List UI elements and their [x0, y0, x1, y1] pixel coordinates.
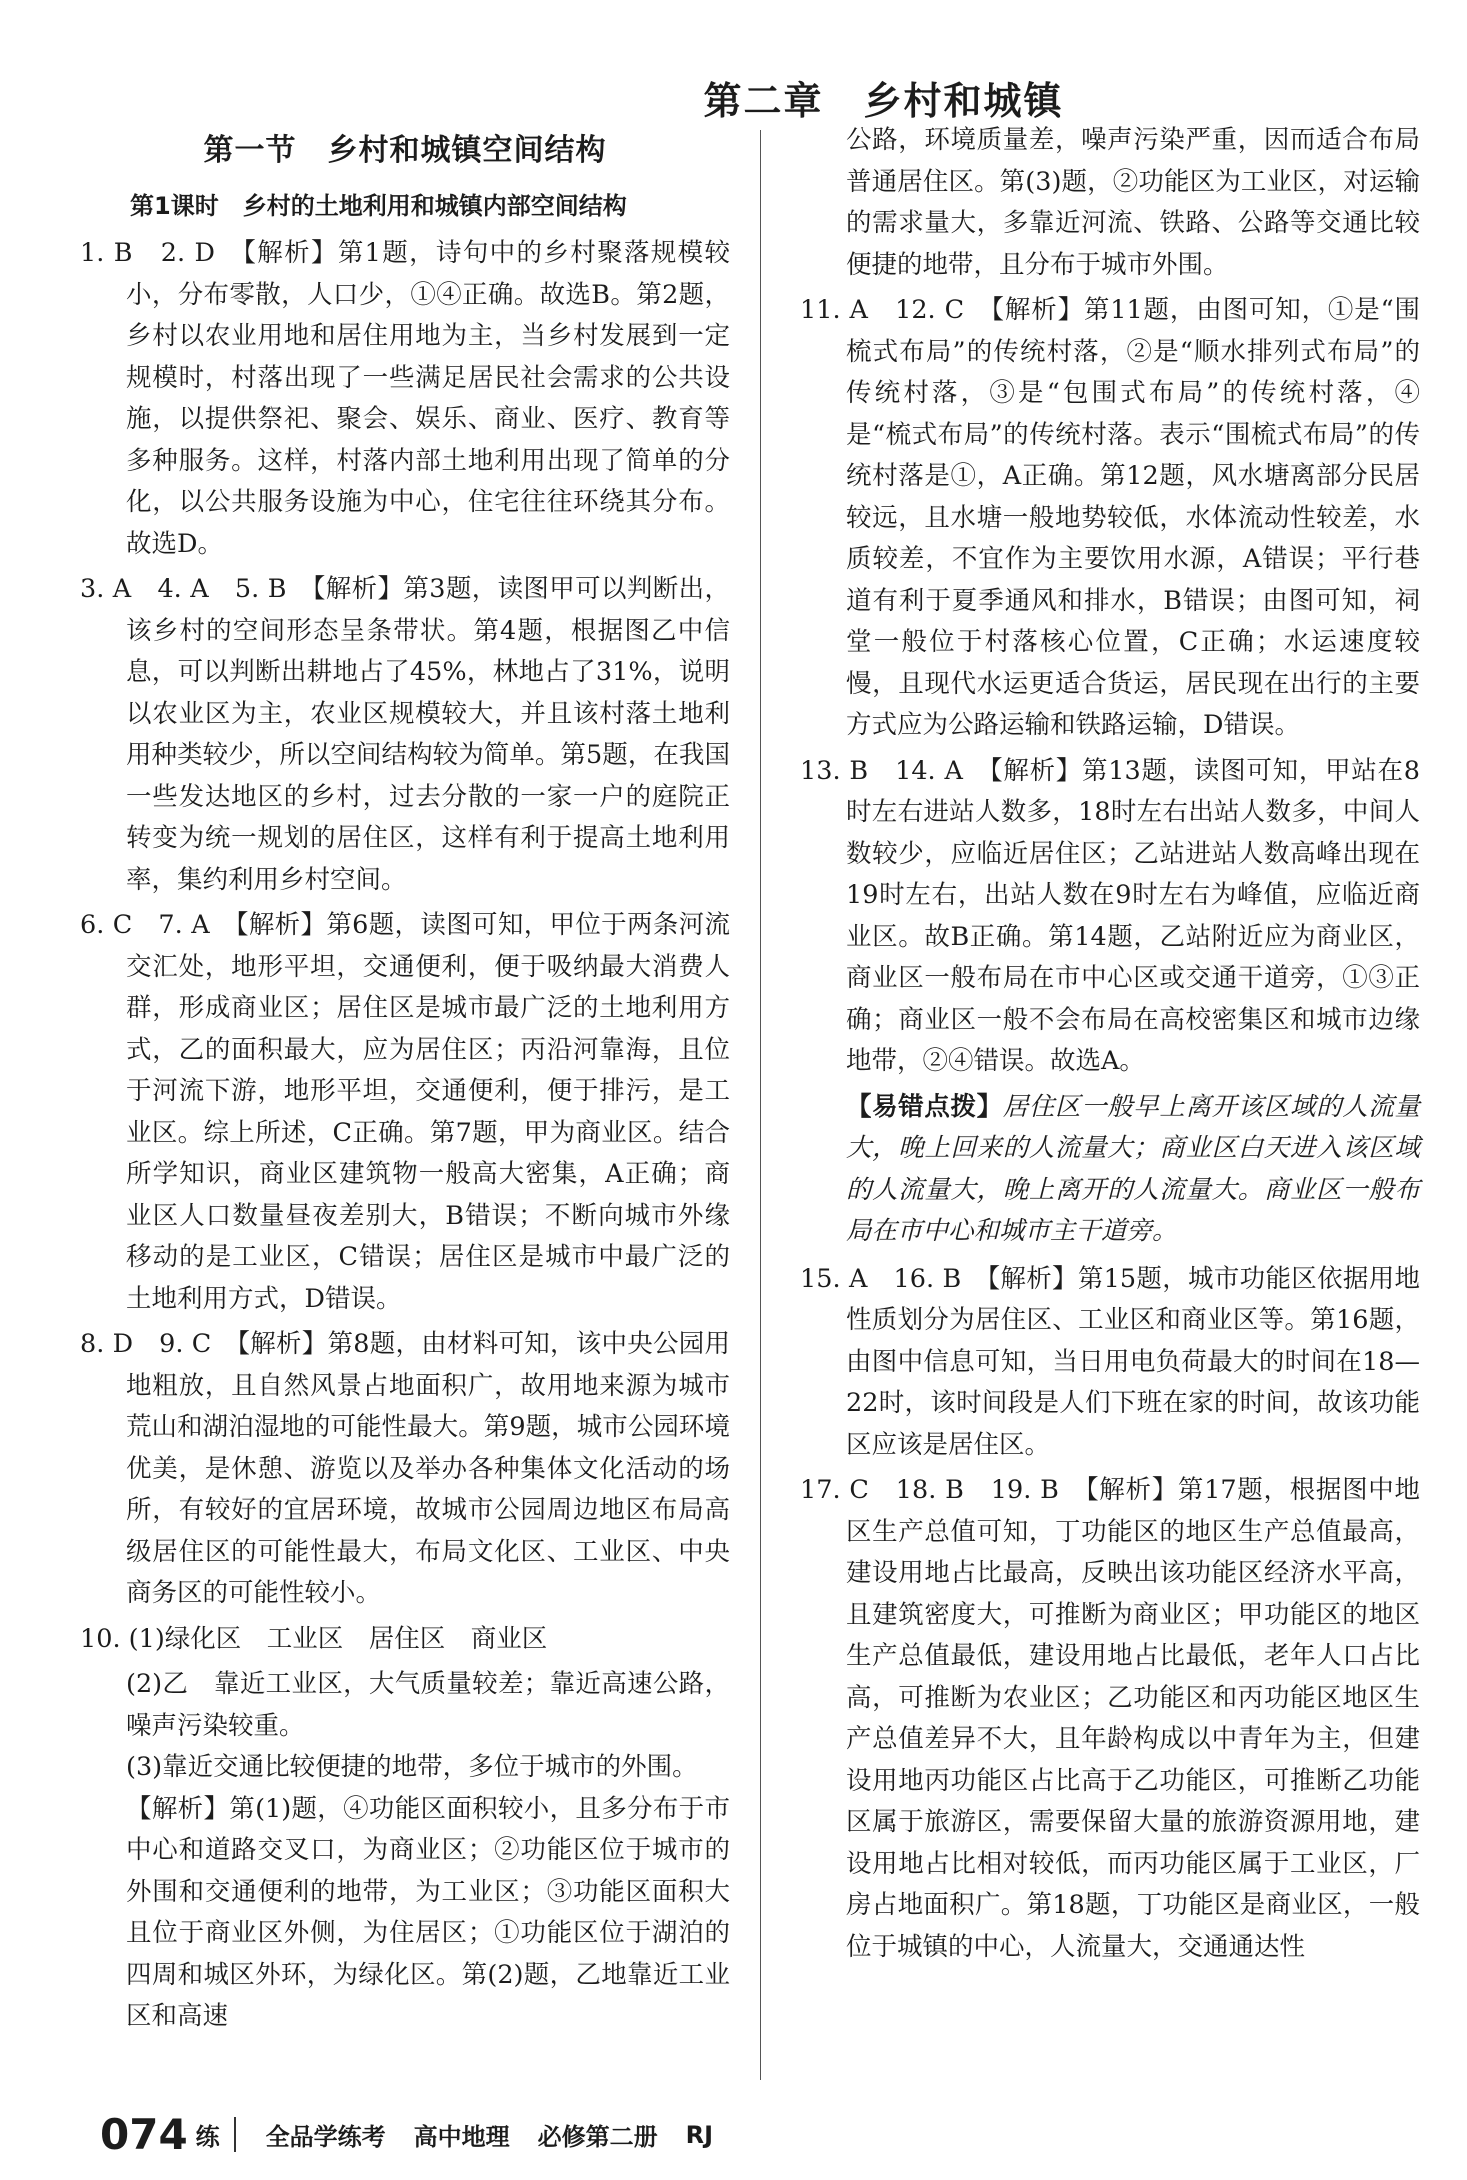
answer-17-19: 17. C 18. B 19. B 【解析】第17题，根据图中地区生产总值可知，丁功能区的地区生产总值最高，建设用地占比最高，反映出该功能区经济水平高，且建筑密度大，可推断为商业区；甲功能区的地区生产总值最低，建设用地占比最低，老年人口占比高，可推断为农业区；乙功能区和丙功能区地区生产总值差异不大，且年龄构成以中青年为主，但建设用地丙功能区占比高于乙功能区，可推断乙功能区属于旅游区，需要保留大量的旅游资源用地，建设用地占比相对较低，而丙功能区属于工业区，厂房占地面积广。第18题，丁功能区是商业区，一般位于城镇的中心，人流量大，交通通达性 — [800, 1475, 1420, 1962]
answer-10-part1: 10. (1)绿化区 工业区 居住区 商业区 — [80, 1623, 548, 1654]
edition-code: RJ — [685, 2120, 714, 2149]
answer-8-9: 8. D 9. C 【解析】第8题，由材料可知，该中央公园用地粗放，且自然风景占地面积广，故用地来源为城市荒山和湖泊湿地的可能性最大。第9题，城市公园环境优美，是休憩、游览以及举办各种集体文化活动的场所，有较好的宜居环境，故城市公园周边地区布局高级居住区的可能性最大，布局文化区、工业区、中央商务区的可能性较小。 — [80, 1329, 730, 1608]
error-tip-label: 【易错点拨】 — [846, 1091, 1003, 1122]
subject-level: 高中地理 — [413, 2123, 510, 2151]
page-number: 074 — [100, 2110, 188, 2159]
answer-10-continued: 公路，环境质量差，噪声污染严重，因而适合布局普通居住区。第(3)题，②功能区为工业区，对运输的需求量大，多靠近河流、铁路、公路等交通比较便捷的地带，且分布于城市外围。 — [846, 125, 1420, 280]
page-footer — [100, 2110, 741, 2159]
answer-15-16: 15. A 16. B 【解析】第15题，城市功能区依据用地性质划分为居住区、工业区和商业区等。第16题，由图中信息可知，当日用电负荷最大的时间在18—22时，该时间段是人们下班在家的时间，故该功能区应该是居住区。 — [800, 1263, 1420, 1460]
answer-10-part2: (2)乙 靠近工业区，大气质量较差；靠近高速公路，噪声污染较重。 — [126, 1669, 730, 1741]
answer-10-analysis: 【解析】第(1)题，④功能区面积较小，且多分布于市中心和道路交叉口，为商业区；②功能区位于城市的外围和交通便利的地带，为工业区；③功能区面积大且位于商业区外侧，为住居区；①功能区位于湖泊的四周和城区外环，为绿化区。第(2)题，乙地靠近工业区和高速 — [126, 1793, 730, 2031]
column-divider — [760, 130, 761, 2080]
answer-1-2: 1. B 2. D 【解析】第1题，诗句中的乡村聚落规模较小，分布零散，人口少，①④正确。故选B。第2题，乡村以农业用地和居住用地为主，当乡村发展到一定规模时，村落出现了一些满足居民社会需求的公共设施，以提供祭祀、聚会、娱乐、商业、医疗、教育等多种服务。这样，村落内部土地利用出现了简单的分化，以公共服务设施为中心，住宅往往环绕其分布。故选D。 — [80, 238, 730, 559]
answer-13-14: 13. B 14. A 【解析】第13题，读图可知，甲站在8时左右进站人数多，18时左右出站人数多，中间人数较少，应临近居住区；乙站进站人数高峰出现在19时左右，出站人数在9时左右为峰值，应临近商业区。故B正确。第14题，乙站附近应为商业区，商业区一般布局在市中心区或交通干道旁，①③正确；商业区一般不会布局在高校密集区和城市边缘地带，②④错误。故选A。 — [800, 755, 1420, 1076]
answer-11-12: 11. A 12. C 【解析】第11题，由图可知，①是“围梳式布局”的传统村落，②是“顺水排列式布局”的传统村落，③是“包围式布局”的传统村落，④是“梳式布局”的传统村落。表示“围梳式布局”的传统村落是①，A正确。第12题，风水塘离部分民居较远，且水塘一般地势较低，水体流动性较差，水质较差，不宜作为主要饮用水源，A错误；平行巷道有利于夏季通风和排水，B错误；由图可知，祠堂一般位于村落核心位置，C正确；水运速度较慢，且现代水运更适合货运，居民现在出行的主要方式应为公路运输和铁路运输，D错误。 — [800, 295, 1420, 740]
lesson-title: 第1课时 乡村的土地利用和城镇内部空间结构 — [130, 191, 627, 220]
answer-3-5: 3. A 4. A 5. B 【解析】第3题，读图甲可以判断出，该乡村的空间形态呈条带状。第4题，根据图乙中信息，可以判断出耕地占了45%，林地占了31%，说明以农业区为主，农业区规模较大，并且该村落土地利用种类较少，所以空间结构较为简单。第5题，在我国一些发达地区的乡村，过去分散的一家一户的庭院正转变为统一规划的居住区，这样有利于提高土地利用率，集约利用乡村空间。 — [80, 574, 730, 895]
left-column — [80, 120, 730, 2038]
error-tip — [800, 1087, 1420, 1253]
chapter-title: 第二章 乡村和城镇 — [703, 79, 1064, 123]
section-title: 第一节 乡村和城镇空间结构 — [203, 133, 607, 168]
answer-6-7: 6. C 7. A 【解析】第6题，读图可知，甲位于两条河流交汇处，地形平坦，交通便利，便于吸纳最大消费人群，形成商业区；居住区是城市最广泛的土地利用方式，乙的面积最大，应为居住区；丙沿河靠海，且位于河流下游，地形平坦，交通便利，便于排污，是工业区。综上所述，C正确。第7题，甲为商业区。结合所学知识，商业区建筑物一般高大密集，A正确；商业区人口数量昼夜差别大，B错误；不断向城市外缘移动的是工业区，C错误；居住区是城市中最广泛的土地利用方式，D错误。 — [80, 910, 730, 1314]
book-volume: 必修第二册 — [537, 2123, 658, 2151]
right-column — [800, 120, 1420, 1972]
brand-name: 全品学练考 — [265, 2123, 386, 2151]
error-tip-text: 居住区一般早上离开该区域的人流量大，晚上回来的人流量大；商业区白天进入该区域的人流量大，晚上离开的人流量大。商业区一般布局在市中心和城市主干道旁。 — [846, 1091, 1420, 1246]
answer-10-part3: (3)靠近交通比较便捷的地带，多位于城市的外围。 — [126, 1752, 698, 1782]
practice-mark: 练 — [196, 2117, 236, 2152]
